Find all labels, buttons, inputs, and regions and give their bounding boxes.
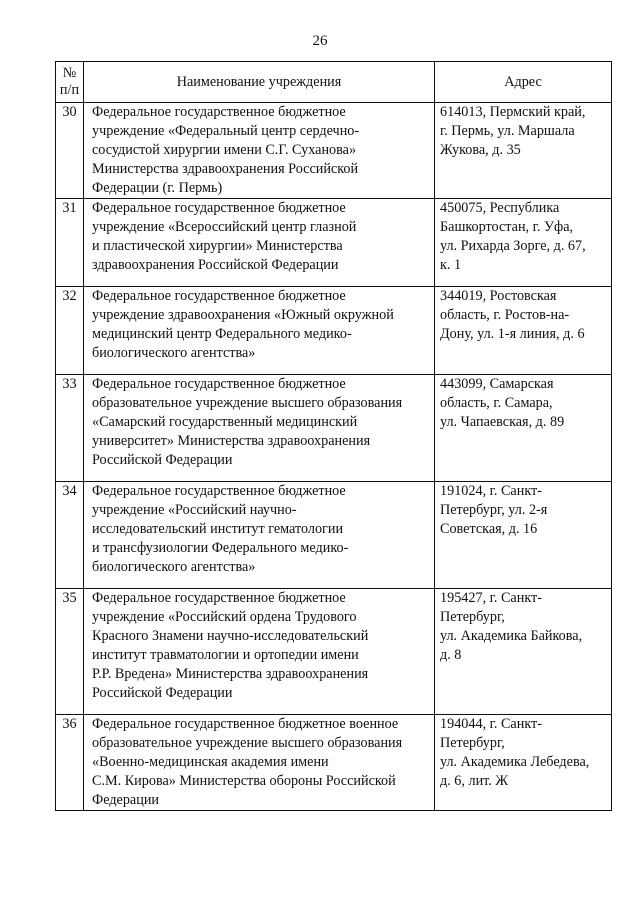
institution-address-line: д. 6, лит. Ж [440, 773, 509, 789]
institution-name [84, 287, 435, 375]
institution-name-line: Федеральное государственное бюджетное [92, 104, 346, 120]
institution-name-line: «Самарский государственный медицинский [92, 414, 358, 430]
institution-name-line: образовательное учреждение высшего образования [92, 395, 403, 411]
institution-address-line: Петербург, [440, 735, 505, 751]
institution-name-line: институт травматологии и ортопедии имени [92, 647, 359, 663]
institution-address-line: Петербург, ул. 2-я [440, 502, 548, 518]
institution-name-line: Федеральное государственное бюджетное [92, 200, 346, 216]
institution-name-line: учреждение «Федеральный центр сердечно- [92, 123, 360, 139]
table-row [56, 589, 612, 715]
institution-name-line: биологического агентства» [92, 559, 256, 575]
table-row [56, 715, 612, 811]
row-number: 31 [56, 199, 84, 287]
table-header-row [56, 62, 612, 103]
institution-address [435, 715, 612, 811]
institution-address-line: 191024, г. Санкт- [440, 483, 542, 499]
row-number: 36 [56, 715, 84, 811]
institutions-table [55, 61, 612, 811]
table-row [56, 287, 612, 375]
header-number-sign: № [62, 65, 77, 81]
institution-name [84, 375, 435, 482]
institution-name [84, 199, 435, 287]
institution-address [435, 375, 612, 482]
institution-address-line: 614013, Пермский край, [440, 104, 586, 120]
institution-address-line: д. 8 [440, 647, 462, 663]
institution-address-line: г. Пермь, ул. Маршала [440, 123, 575, 139]
institution-address-line: ул. Рихарда Зорге, д. 67, [440, 238, 586, 254]
institution-name-line: биологического агентства» [92, 345, 256, 361]
institution-address-line: ул. Академика Байкова, [440, 628, 583, 644]
institution-name-line: медицинский центр Федерального медико- [92, 326, 352, 342]
institution-address-line: к. 1 [440, 257, 462, 273]
institution-name-line: исследовательский институт гематологии [92, 521, 344, 537]
institution-name-line: университет» Министерства здравоохранения [92, 433, 371, 449]
header-name: Наименование учреждения [84, 62, 435, 103]
page-number: 26 [312, 33, 328, 49]
institution-name-line: учреждение здравоохранения «Южный окружной [92, 307, 394, 323]
institution-name-line: и пластической хирургии» Министерства [92, 238, 343, 254]
institution-address-line: ул. Академика Лебедева, [440, 754, 590, 770]
institution-name-line: Красного Знамени научно-исследовательский [92, 628, 369, 644]
institution-address-line: Дону, ул. 1-я линия, д. 6 [440, 326, 585, 342]
institution-name-line: сосудистой хирургии имени С.Г. Суханова» [92, 142, 357, 158]
institution-name [84, 589, 435, 715]
institution-name [84, 715, 435, 811]
institution-address-line: 194044, г. Санкт- [440, 716, 542, 732]
institution-address-line: Жукова, д. 35 [440, 142, 521, 158]
row-number: 35 [56, 589, 84, 715]
header-number [56, 62, 84, 103]
institution-name-line: учреждение «Всероссийский центр глазной [92, 219, 357, 235]
institution-address-line: Башкортостан, г. Уфа, [440, 219, 574, 235]
header-address: Адрес [435, 62, 612, 103]
institution-name-line: Федерации [92, 792, 160, 808]
institution-name-line: «Военно-медицинская академия имени [92, 754, 329, 770]
row-number: 33 [56, 375, 84, 482]
institution-name-line: Федерации (г. Пермь) [92, 180, 223, 196]
institution-address [435, 287, 612, 375]
table-row [56, 199, 612, 287]
institution-name [84, 482, 435, 589]
institution-name-line: Федеральное государственное бюджетное [92, 376, 346, 392]
institution-address-line: ул. Чапаевская, д. 89 [440, 414, 565, 430]
row-number: 34 [56, 482, 84, 589]
table-row [56, 482, 612, 589]
row-number: 32 [56, 287, 84, 375]
institution-address [435, 589, 612, 715]
institution-address [435, 199, 612, 287]
institution-name-line: учреждение «Российский ордена Трудового [92, 609, 357, 625]
institution-name-line: Министерства здравоохранения Российской [92, 161, 359, 177]
institution-name-line: Федеральное государственное бюджетное [92, 288, 346, 304]
institution-address-line: 344019, Ростовская [440, 288, 557, 304]
institution-address-line: 450075, Республика [440, 200, 560, 216]
institution-name-line: Федеральное государственное бюджетное [92, 483, 346, 499]
institution-address [435, 103, 612, 199]
institution-address [435, 482, 612, 589]
institution-name-line: Р.Р. Вредена» Министерства здравоохранения [92, 666, 369, 682]
institution-address-line: область, г. Ростов-на- [440, 307, 570, 323]
row-number: 30 [56, 103, 84, 199]
institution-name-line: Российской Федерации [92, 452, 233, 468]
institution-name-line: здравоохранения Российской Федерации [92, 257, 339, 273]
institution-address-line: Советская, д. 16 [440, 521, 538, 537]
table-row [56, 103, 612, 199]
institution-address-line: область, г. Самара, [440, 395, 553, 411]
institution-name-line: и трансфузиологии Федерального медико- [92, 540, 349, 556]
header-number-label: п/п [59, 82, 80, 98]
institution-name-line: Российской Федерации [92, 685, 233, 701]
table-row [56, 375, 612, 482]
institution-name-line: образовательное учреждение высшего образования [92, 735, 403, 751]
institution-address-line: 443099, Самарская [440, 376, 554, 392]
institution-name-line: учреждение «Российский научно- [92, 502, 297, 518]
institution-name-line: Федеральное государственное бюджетное [92, 590, 346, 606]
institution-address-line: 195427, г. Санкт- [440, 590, 542, 606]
institution-name [84, 103, 435, 199]
institution-name-line: С.М. Кирова» Министерства обороны Российской [92, 773, 396, 789]
institution-name-line: Федеральное государственное бюджетное военное [92, 716, 399, 732]
institution-address-line: Петербург, [440, 609, 505, 625]
